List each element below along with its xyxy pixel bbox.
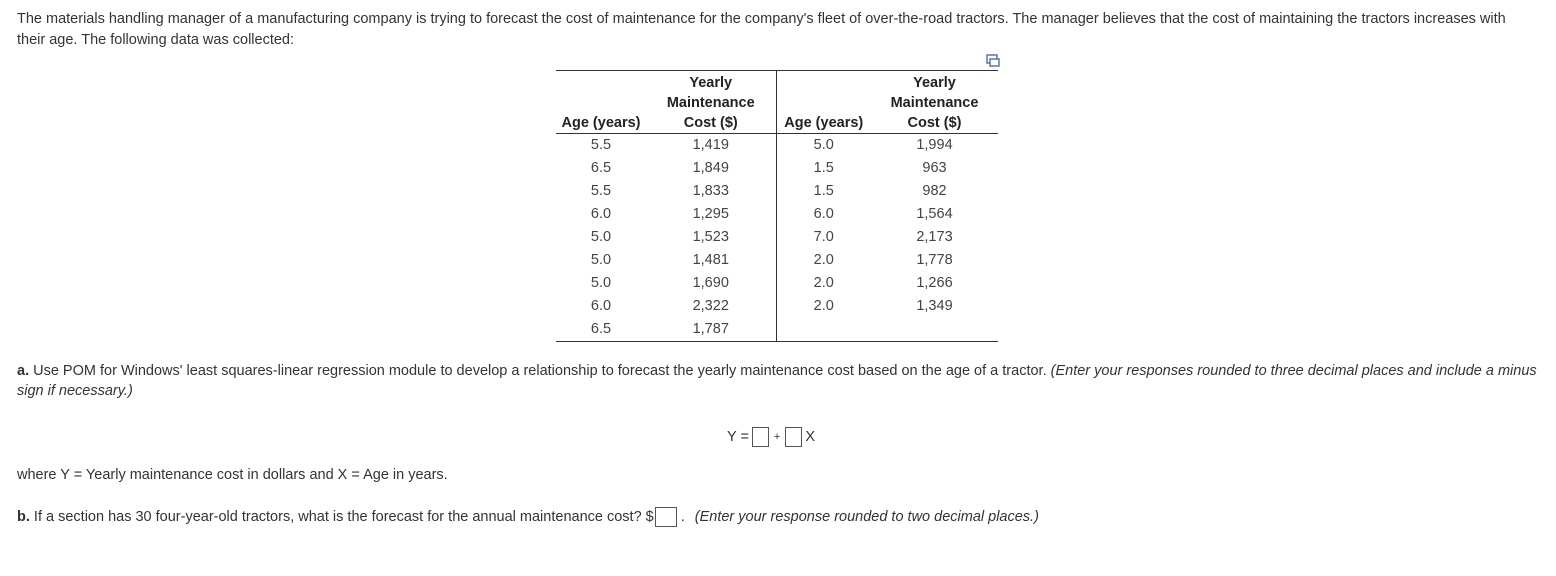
table-row xyxy=(556,203,998,226)
forecast-cost-input[interactable] xyxy=(655,507,677,527)
slope-input[interactable] xyxy=(785,427,802,447)
header-cost-1-text: Yearly Maintenance Cost ($) xyxy=(666,75,755,131)
cost-cell: 1,295 xyxy=(646,203,776,226)
age-cell: 5.5 xyxy=(590,137,612,153)
cost-cell: 963 xyxy=(922,160,947,176)
cost-cell: 1,564 xyxy=(916,206,953,222)
age-cell: 7.0 xyxy=(813,229,834,245)
table-row xyxy=(556,249,998,272)
cost-cell: 1,787 xyxy=(646,318,776,342)
cost-cell: 1,481 xyxy=(646,249,776,272)
age-cell: 6.0 xyxy=(813,206,834,222)
part-b-instruction: (Enter your response rounded to two decimal places.) xyxy=(694,509,1039,525)
age-cell: 6.5 xyxy=(556,318,646,342)
age-cell: 5.0 xyxy=(590,229,612,245)
table-row xyxy=(556,226,998,249)
table-row xyxy=(556,157,998,180)
age-cell: 6.0 xyxy=(590,298,612,314)
cost-cell: 1,778 xyxy=(916,252,953,268)
age-cell: 5.0 xyxy=(590,252,612,268)
cost-cell: 1,523 xyxy=(646,226,776,249)
data-table xyxy=(556,70,998,342)
age-cell: 5.0 xyxy=(813,137,834,153)
regression-equation xyxy=(727,425,815,449)
header-cost-1 xyxy=(646,71,776,134)
copy-icon[interactable] xyxy=(986,54,1000,68)
table-row xyxy=(556,318,998,342)
cost-cell xyxy=(871,318,998,342)
age-cell: 2.0 xyxy=(813,252,834,268)
part-b-label: b. xyxy=(17,509,30,525)
header-age-2: Age (years) xyxy=(776,71,871,134)
cost-cell: 982 xyxy=(922,183,947,199)
cost-cell: 1,419 xyxy=(646,134,776,158)
cost-cell: 2,173 xyxy=(916,229,953,245)
equation-lhs: Y = xyxy=(727,429,749,445)
cost-cell: 1,266 xyxy=(916,275,953,291)
part-a-question xyxy=(17,361,1542,401)
table-row xyxy=(556,134,998,158)
age-cell xyxy=(776,318,871,342)
part-b-period: . xyxy=(680,509,685,525)
part-b-question xyxy=(17,506,1039,528)
equation-plus: + xyxy=(773,431,781,443)
cost-cell: 2,322 xyxy=(646,295,776,318)
cost-cell: 1,849 xyxy=(646,157,776,180)
cost-cell: 1,994 xyxy=(916,137,953,153)
problem-intro: The materials handling manager of a manufacturing company is trying to forecast the cost of maintenance for the company's fleet of over-the-road tractors. The manager believes that the cost of maintaining the tractors increases with their age. The following data was collected: xyxy=(17,11,1506,48)
age-cell: 1.5 xyxy=(813,183,834,199)
age-cell: 5.5 xyxy=(590,183,612,199)
part-a-instruction: (Enter your responses rounded to three decimal places and include a minus sign if necessary.) xyxy=(17,363,1537,399)
header-cost-2-text: Yearly Maintenance Cost ($) xyxy=(890,75,979,131)
table-row xyxy=(556,295,998,318)
age-cell: 1.5 xyxy=(813,160,834,176)
cost-cell: 1,690 xyxy=(646,272,776,295)
data-table-container xyxy=(556,70,998,342)
table-row xyxy=(556,180,998,203)
age-cell: 6.0 xyxy=(590,206,612,222)
variable-definitions: where Y = Yearly maintenance cost in dollars and X = Age in years. xyxy=(17,467,448,483)
cost-cell: 1,833 xyxy=(646,180,776,203)
header-age-1: Age (years) xyxy=(556,71,646,134)
age-cell: 6.5 xyxy=(590,160,612,176)
age-cell: 2.0 xyxy=(813,298,834,314)
table-body xyxy=(556,134,998,342)
intercept-input[interactable] xyxy=(752,427,769,447)
part-b-text: If a section has 30 four-year-old tractors, what is the forecast for the annual maintenance cost? $ xyxy=(29,509,654,525)
age-cell: 2.0 xyxy=(813,275,834,291)
part-a-label: a. xyxy=(17,363,30,379)
part-a-text: Use POM for Windows' least squares-linear regression module to develop a relationship to forecast the yearly maintenance cost based on the age of a tractor. xyxy=(29,363,1051,379)
table-header-row xyxy=(556,71,998,134)
header-cost-2 xyxy=(871,71,998,134)
cost-cell: 1,349 xyxy=(916,298,953,314)
equation-x: X xyxy=(805,429,816,445)
table-row xyxy=(556,272,998,295)
age-cell: 5.0 xyxy=(590,275,612,291)
